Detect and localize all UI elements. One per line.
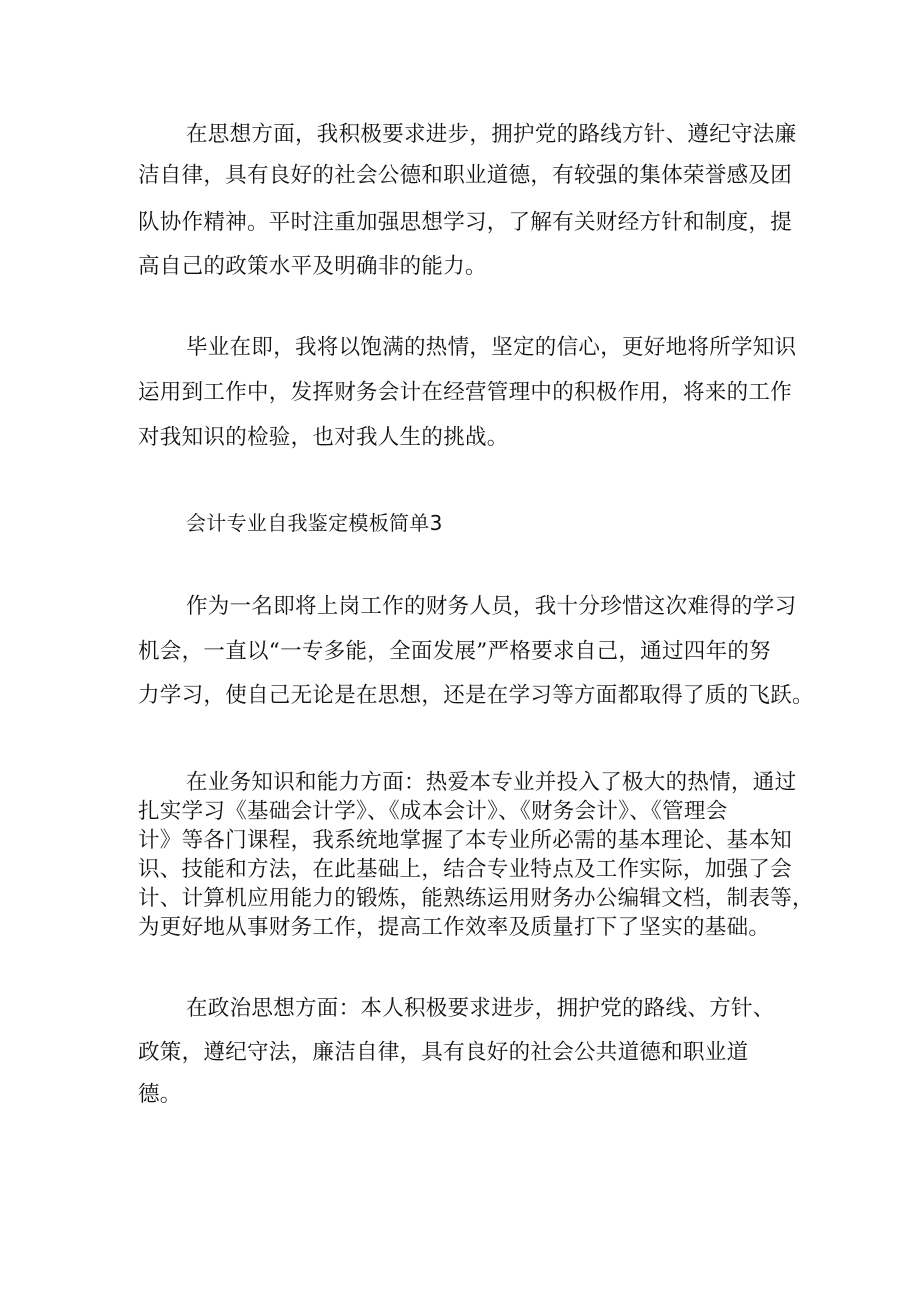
text-line: 运用到工作中，发挥财务会计在经营管理中的积极作用，将来的工作	[138, 380, 793, 405]
text-line: 在业务知识和能力方面：热爱本专业并投入了极大的热情，通过	[186, 770, 797, 795]
text-line: 在思想方面，我积极要求进步，拥护党的路线方针、遵纪守法廉	[186, 122, 797, 147]
text-line: 洁自律，具有良好的社会公德和职业道德，有较强的集体荣誉感及团	[138, 163, 793, 188]
text-line: 计》等各门课程，我系统地掌握了本专业所必需的基本理论、基本知	[138, 828, 793, 853]
text-line: 队协作精神。平时注重加强思想学习，了解有关财经方针和制度，提	[138, 210, 793, 235]
text-line: 计、计算机应用能力的锻炼，能熟练运用财务办公编辑文档，制表等，	[138, 886, 814, 911]
text-line: 力学习，使自己无论是在思想，还是在学习等方面都取得了质的飞跃。	[138, 683, 814, 708]
text-line: 高自己的政策水平及明确非的能力。	[138, 254, 487, 279]
text-line: 扎实学习《基础会计学》、《成本会计》、《财务会计》、《管理会	[138, 799, 728, 824]
text-line: 在政治思想方面：本人积极要求进步，拥护党的路线、方针、	[186, 996, 775, 1021]
section-heading: 会计专业自我鉴定模板简单3	[186, 511, 443, 535]
text-line: 对我知识的检验，也对我人生的挑战。	[138, 425, 509, 450]
text-line: 毕业在即，我将以饱满的热情，坚定的信心，更好地将所学知识	[186, 335, 797, 360]
text-line: 德。	[138, 1082, 182, 1107]
text-line: 为更好地从事财务工作，提高工作效率及质量打下了坚实的基础。	[138, 915, 771, 940]
text-line: 识、技能和方法，在此基础上，结合专业特点及工作实际，加强了会	[138, 857, 793, 882]
text-line: 政策，遵纪守法，廉洁自律，具有良好的社会公共道德和职业道	[138, 1040, 749, 1065]
text-line: 作为一名即将上岗工作的财务人员，我十分珍惜这次难得的学习	[186, 594, 797, 619]
text-line: 机会，一直以“一专多能，全面发展”严格要求自己，通过四年的努	[138, 639, 771, 664]
